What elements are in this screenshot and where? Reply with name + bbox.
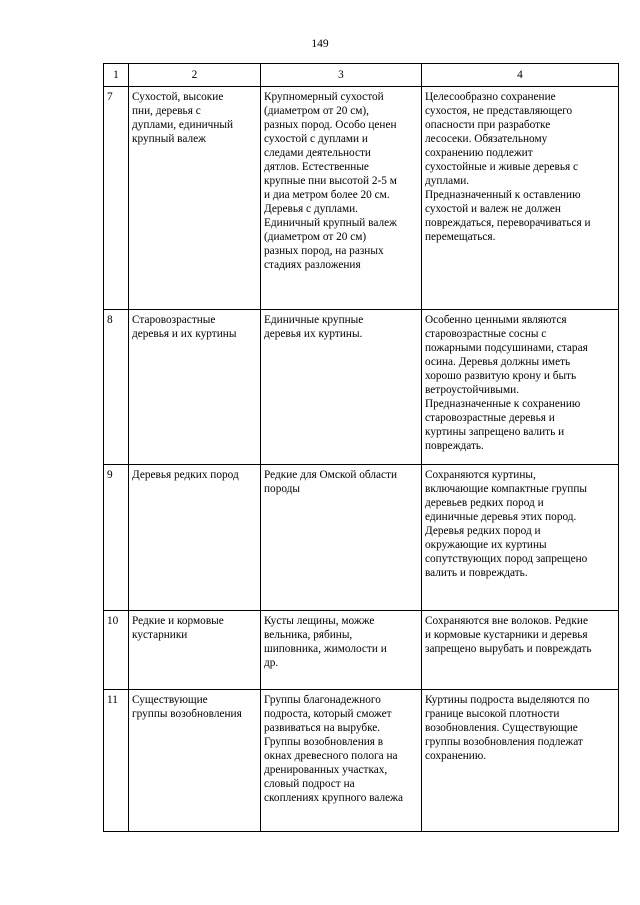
row-number: 8 [104,310,129,465]
object-name: Существующие группы возобновления [129,690,261,832]
table-header-row [104,64,619,87]
object-description: Группы благонадежного подроста, который сможет развиваться на вырубке. Группы возобновления в окнах древесного полога на дренированных участках, словый подрост на скоплениях крупного валежа [261,690,422,832]
header-cell-3: 3 [261,64,422,87]
object-notes: Сохраняются куртины, включающие компактные группы деревьев редких пород и единичные деревья этих пород. Деревья редких пород и окружающие их куртины сопутствующих пород запрещено валить и повреждать. [422,465,619,611]
document-table [103,63,619,832]
row-number: 11 [104,690,129,832]
header-cell-2: 2 [129,64,261,87]
object-description: Единичные крупные деревья их куртины. [261,310,422,465]
table-row [104,611,619,690]
object-name: Сухостой, высокие пни, деревья с дуплами, единичный крупный валеж [129,87,261,310]
object-description: Крупномерный сухостой (диаметром от 20 см), разных пород. Особо ценен сухостой с дуплами и следами деятельности дятлов. Естественные крупные пни высотой 2-5 м и диа метром более 20 см. Деревья с дуплами. Единичный крупный валеж (диаметром от 20 см) разных пород, на разных стадиях разложения [261,87,422,310]
table-row [104,310,619,465]
table-row [104,690,619,832]
object-notes: Особенно ценными являются старовозрастные сосны с пожарными подсушинами, старая осина. Деревья должны иметь хорошо развитую крону и быть ветроустойчивыми. Предназначенные к сохранению старовозрастные деревья и куртины запрещено валить и повреждать. [422,310,619,465]
table-row [104,465,619,611]
object-name: Редкие и кормовые кустарники [129,611,261,690]
object-notes: Сохраняются вне волоков. Редкие и кормовые кустарники и деревья запрещено вырубать и повреждать [422,611,619,690]
header-cell-1: 1 [104,64,129,87]
row-number: 9 [104,465,129,611]
row-number: 7 [104,87,129,310]
header-cell-4: 4 [422,64,619,87]
object-name: Деревья редких пород [129,465,261,611]
object-notes: Целесообразно сохранение сухостоя, не представляющего опасности при разработке лесосеки. Обязательному сохранению подлежит сухостойные и живые деревья с дуплами. Предназначенный к оставлению сухостой и валеж не должен повреждаться, переворачиваться и перемещаться. [422,87,619,310]
object-name: Старовозрастные деревья и их куртины [129,310,261,465]
object-description: Редкие для Омской области породы [261,465,422,611]
row-number: 10 [104,611,129,690]
object-notes: Куртины подроста выделяются по границе высокой плотности возобновления. Существующие группы возобновления подлежат сохранению. [422,690,619,832]
table-row [104,87,619,310]
object-description: Кусты лещины, можже вельника, рябины, шиповника, жимолости и др. [261,611,422,690]
page-number: 149 [311,38,329,50]
